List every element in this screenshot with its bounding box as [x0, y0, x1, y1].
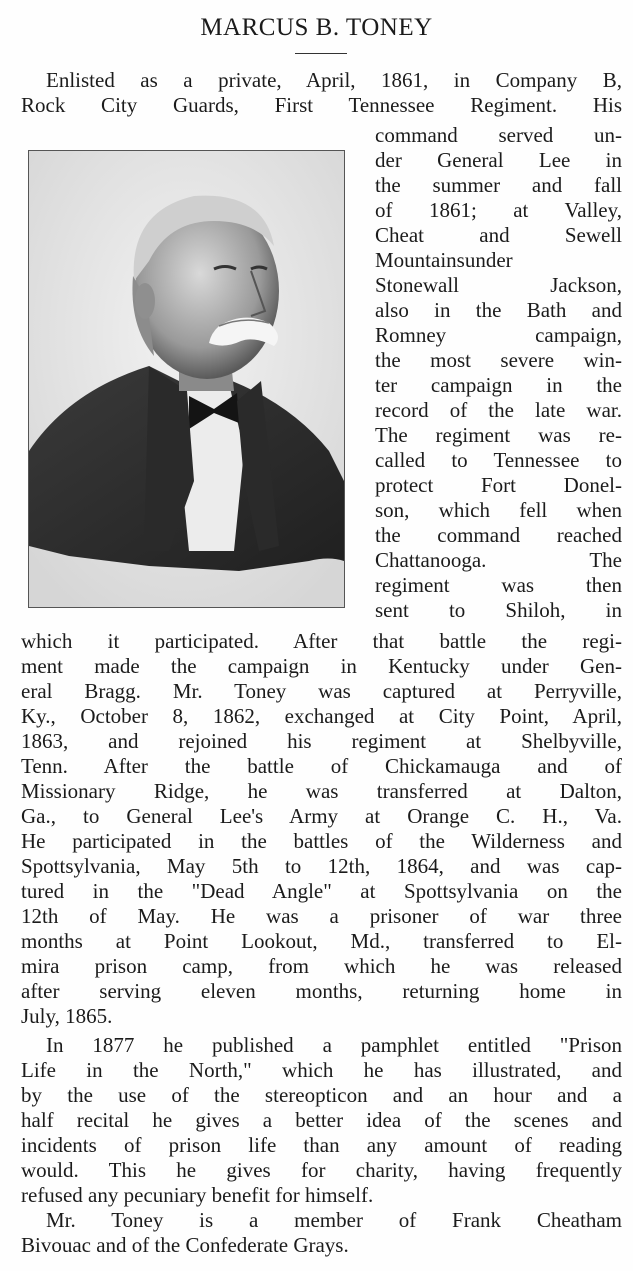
text-line: also in the Bath and — [375, 298, 622, 322]
text-line: Ky., October 8, 1862, exchanged at City Point, April, — [21, 704, 622, 728]
text-line: Cheat and Sewell — [375, 223, 622, 247]
text-line: Ga., to General Lee's Army at Orange C. H., Va. — [21, 804, 622, 828]
text-line: The regiment was re- — [375, 423, 622, 447]
portrait-drawing — [29, 151, 344, 607]
text-line: July, 1865. — [21, 1004, 113, 1028]
text-line: regiment was then — [375, 573, 622, 597]
text-line: months at Point Lookout, Md., transferred to El- — [21, 929, 622, 953]
text-line: protect Fort Donel- — [375, 473, 622, 497]
text-line: mira prison camp, from which he was released — [21, 954, 622, 978]
text-line: record of the late war. — [375, 398, 622, 422]
text-line: of 1861; at Valley, — [375, 198, 622, 222]
text-line: tured in the "Dead Angle" at Spottsylvania on the — [21, 879, 622, 903]
text-line: Mr. Toney is a member of Frank Cheatham — [46, 1208, 622, 1232]
text-line: 1863, and rejoined his regiment at Shelbyville, — [21, 729, 622, 753]
text-line: after serving eleven months, returning home in — [21, 979, 622, 1003]
text-line: ter campaign in the — [375, 373, 622, 397]
text-line: half recital he gives a better idea of the scenes and — [21, 1108, 622, 1132]
text-line: 12th of May. He was a prisoner of war three — [21, 904, 622, 928]
text-line: the summer and fall — [375, 173, 622, 197]
text-line: Enlisted as a private, April, 1861, in Company B, — [46, 68, 622, 92]
text-line: Romney campaign, — [375, 323, 622, 347]
text-line: He participated in the battles of the Wilderness and — [21, 829, 622, 853]
text-line: the command reached — [375, 523, 622, 547]
text-line: Life in the North," which he has illustrated, and — [21, 1058, 622, 1082]
text-line: Bivouac and of the Confederate Grays. — [21, 1233, 349, 1257]
text-line: der General Lee in — [375, 148, 622, 172]
page-title: MARCUS B. TONEY — [200, 14, 433, 41]
text-line: Chattanooga. The — [375, 548, 622, 572]
text-line: Tenn. After the battle of Chickamauga and of — [21, 754, 622, 778]
text-line: Mountainsunder — [375, 248, 513, 272]
text-line: would. This he gives for charity, having frequently — [21, 1158, 622, 1182]
text-line: refused any pecuniary benefit for himself. — [21, 1183, 374, 1207]
text-line: incidents of prison life than any amount of reading — [21, 1133, 622, 1157]
text-line: by the use of the stereopticon and an hour and a — [21, 1083, 622, 1107]
text-line: son, which fell when — [375, 498, 622, 522]
text-line: Rock City Guards, First Tennessee Regiment. His — [21, 93, 622, 117]
text-line: Stonewall Jackson, — [375, 273, 622, 297]
title-divider — [295, 53, 347, 54]
text-line: called to Tennessee to — [375, 448, 622, 472]
text-line: Spottsylvania, May 5th to 12th, 1864, and was cap- — [21, 854, 622, 878]
text-line: which it participated. After that battle the regi- — [21, 629, 622, 653]
text-line: Missionary Ridge, he was transferred at Dalton, — [21, 779, 622, 803]
text-line: ment made the campaign in Kentucky under Gen- — [21, 654, 622, 678]
text-line: sent to Shiloh, in — [375, 598, 622, 622]
text-line: In 1877 he published a pamphlet entitled "Prison — [46, 1033, 622, 1057]
text-line: eral Bragg. Mr. Toney was captured at Perryville, — [21, 679, 622, 703]
text-line: the most severe win- — [375, 348, 622, 372]
text-line: command served un- — [375, 123, 622, 147]
portrait-photo — [28, 150, 345, 608]
